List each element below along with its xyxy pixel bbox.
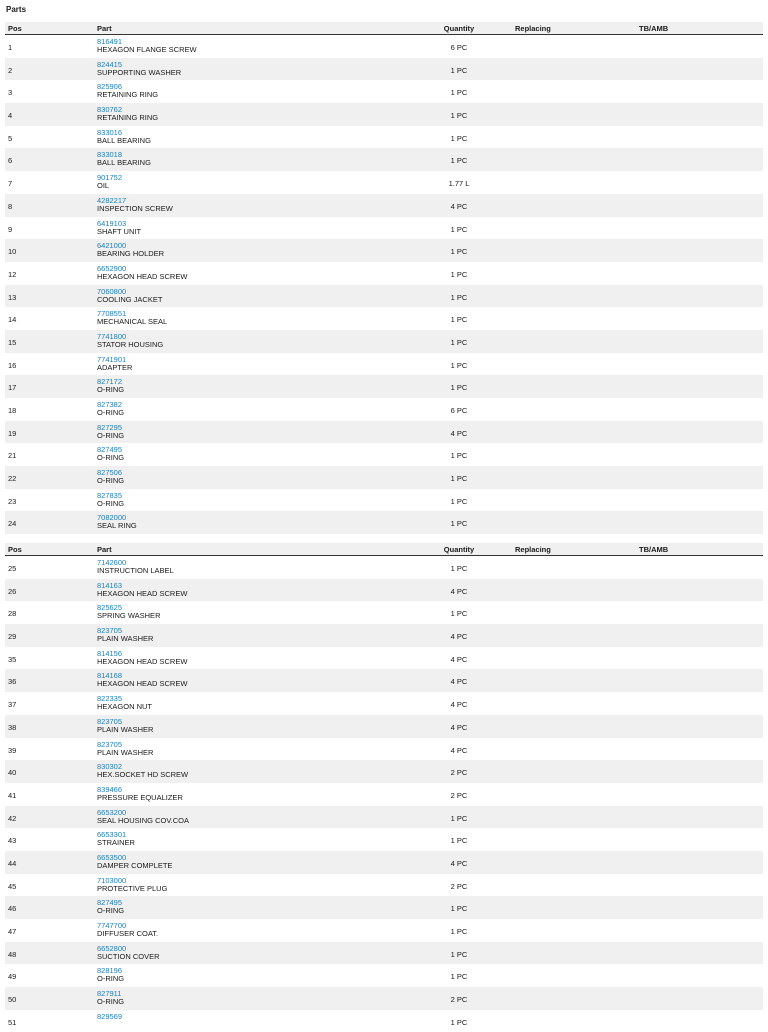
table-row [5,828,763,851]
part-number-link[interactable]: 827506 [97,468,123,478]
row-quantity: 2 PC [450,768,468,778]
header-tb-amb: TB/AMB [639,545,669,554]
part-number-link[interactable]: 7741800 [97,331,127,341]
row-quantity: 4 PC [450,586,468,596]
row-pos: 40 [8,768,17,778]
row-quantity: 4 PC [450,677,468,687]
header-replacing: Replacing [515,545,551,554]
part-number-link[interactable]: 6652800 [97,943,127,953]
part-number-link[interactable]: 823705 [97,739,123,749]
table-body [5,556,763,1032]
row-quantity: 1 PC [450,451,468,461]
row-quantity: 1 PC [450,383,468,393]
row-quantity: 1 PC [450,111,468,121]
table-row [5,806,763,829]
part-number-link[interactable]: 828196 [97,966,123,976]
part-description: INSTRUCTION LABEL [97,566,174,575]
row-quantity: 1 PC [450,360,468,370]
part-description: DAMPER COMPLETE [97,860,173,870]
part-number-link[interactable]: 829569 [97,1011,123,1021]
row-pos: 13 [8,292,17,302]
row-quantity: 1 PC [450,836,468,846]
part-number-link[interactable]: 901752 [97,173,123,183]
table-row [5,556,763,579]
row-pos: 42 [8,813,17,823]
part-description: PLAIN WASHER [97,724,154,734]
header-tb-amb: TB/AMB [639,24,669,33]
table-body [5,35,763,534]
table-row [5,669,763,692]
part-number-link[interactable]: 6653301 [97,830,127,840]
row-pos: 28 [8,609,17,619]
table-row [5,58,763,81]
part-number-link[interactable]: 824415 [97,59,123,69]
part-description: HEX.SOCKET HD SCREW [97,770,189,780]
table-row [5,262,763,285]
part-number-link[interactable]: 7708551 [97,309,127,319]
row-pos: 45 [8,881,17,891]
table-row [5,783,763,806]
part-description: BEARING HOLDER [97,249,165,259]
row-pos: 2 [8,65,13,75]
row-quantity: 1 PC [450,88,468,98]
row-quantity: 1 PC [450,474,468,484]
part-description: PLAIN WASHER [97,747,154,757]
row-pos: 47 [8,927,17,936]
row-quantity: 4 PC [450,632,468,642]
table-row [5,353,763,376]
row-quantity: 4 PC [450,201,468,211]
row-quantity: 1 PC [450,519,468,529]
row-pos: 51 [8,1017,17,1027]
part-number-link[interactable]: 823705 [97,716,123,726]
part-number-link[interactable]: 830302 [97,762,123,772]
table-row [5,171,763,194]
row-pos: 26 [8,586,17,596]
table-row [5,307,763,330]
row-quantity: 4 PC [450,700,468,710]
part-number-link[interactable]: 830762 [97,105,123,115]
header-pos: Pos [8,545,22,554]
part-description: O-RING [97,453,125,463]
part-number-link[interactable]: 827295 [97,422,123,432]
part-description: RETAINING RING [97,113,159,123]
part-number-link[interactable]: 816491 [97,37,123,46]
header-pos: Pos [8,24,22,33]
part-description: SHAFT UNIT [97,226,142,236]
row-pos: 36 [8,677,17,687]
part-number-link[interactable]: 7741901 [97,354,127,364]
part-number-link[interactable]: 6652900 [97,263,127,273]
row-quantity: 1 PC [450,1017,468,1027]
part-number-link[interactable]: 7060800 [97,286,127,296]
part-description: SPRING WASHER [97,611,161,621]
part-description: HEXAGON HEAD SCREW [97,588,188,598]
row-pos: 29 [8,632,17,642]
table-row [5,103,763,126]
part-description: SUPPORTING WASHER [97,67,182,77]
table-row [5,421,763,444]
part-number-link[interactable]: 822335 [97,694,123,704]
part-description: HEXAGON HEAD SCREW [97,656,188,666]
row-quantity: 1 PC [450,949,468,959]
part-number-link[interactable]: 7082000 [97,513,127,523]
table-row [5,851,763,874]
row-quantity: 1 PC [450,315,468,325]
row-quantity: 1 PC [450,247,468,257]
row-quantity: 1 PC [450,156,468,166]
part-description: HEXAGON NUT [97,702,153,712]
table-row [5,80,763,103]
part-number-link[interactable]: 827495 [97,898,123,908]
row-quantity: 1 PC [450,269,468,279]
part-description: O-RING [97,408,125,417]
row-quantity: 1 PC [450,813,468,823]
row-quantity: 6 PC [450,406,468,415]
row-pos: 16 [8,360,17,370]
row-quantity: 1 PC [450,224,468,234]
row-quantity: 1 PC [450,133,468,143]
table-row [5,148,763,171]
row-pos: 17 [8,383,17,393]
row-pos: 6 [8,156,13,166]
part-description: ADAPTER [97,362,133,372]
table-row [5,715,763,738]
row-pos: 1 [8,43,13,52]
table-row [5,942,763,965]
row-quantity: 1 PC [450,927,468,936]
row-pos: 48 [8,949,17,959]
part-description: MECHANICAL SEAL [97,317,168,327]
part-description: PRESSURE EQUALIZER [97,792,183,802]
part-number-link[interactable]: 6653200 [97,807,127,817]
table-row [5,443,763,466]
part-number-link[interactable]: 6419103 [97,218,127,228]
row-quantity: 4 PC [450,745,468,755]
parts-table-2 [5,543,763,1032]
table-row [5,964,763,987]
row-pos: 4 [8,111,13,121]
part-number-link[interactable]: 814168 [97,671,123,681]
row-pos: 12 [8,269,17,279]
row-pos: 39 [8,745,17,755]
part-number-link[interactable]: 827172 [97,377,123,387]
row-pos: 7 [8,179,13,189]
table-row [5,647,763,670]
table-row [5,919,763,942]
part-description: PROTECTIVE PLUG [97,883,168,893]
part-number-link[interactable]: 827835 [97,490,123,500]
table-header [5,543,763,556]
row-pos: 8 [8,201,13,211]
row-pos: 23 [8,496,17,506]
row-pos: 10 [8,247,17,257]
row-pos: 44 [8,858,17,868]
table-row [5,217,763,240]
row-pos: 24 [8,519,17,529]
row-pos: 3 [8,88,13,98]
part-description: SEAL RING [97,521,137,531]
row-quantity: 1 PC [450,904,468,914]
part-number-link[interactable]: 833016 [97,127,123,137]
part-number-link[interactable]: 7747700 [97,921,127,930]
part-description: STRAINER [97,838,135,848]
part-description: BALL BEARING [97,135,151,145]
part-description: COOLING JACKET [97,294,163,304]
row-pos: 22 [8,474,17,484]
part-description: O-RING [97,974,125,984]
row-pos: 19 [8,428,17,438]
row-quantity: 4 PC [450,858,468,868]
part-description: HEXAGON HEAD SCREW [97,679,188,689]
part-description: INSPECTION SCREW [97,203,173,213]
table-row [5,601,763,624]
part-number-link[interactable]: 833018 [97,150,123,160]
row-quantity: 2 PC [450,995,468,1005]
table-row [5,579,763,602]
row-pos: 37 [8,700,17,710]
row-pos: 35 [8,654,17,664]
header-part: Part [97,545,112,554]
row-pos: 15 [8,337,17,347]
row-pos: 38 [8,722,17,732]
table-row [5,194,763,217]
part-description: DIFFUSER COAT. [97,929,159,938]
row-quantity: 4 PC [450,428,468,438]
row-quantity: 1 PC [450,65,468,75]
row-quantity: 1 PC [450,337,468,347]
part-description: BALL BEARING [97,158,151,168]
row-pos: 9 [8,224,13,234]
header-quantity: Quantity [443,24,475,33]
part-number-link[interactable]: 823705 [97,626,123,636]
part-description: HEXAGON HEAD SCREW [97,271,188,281]
part-number-link[interactable]: 7103000 [97,875,127,885]
part-description: OIL [97,181,110,191]
part-number-link[interactable]: 814156 [97,648,123,658]
part-number-link[interactable]: 839466 [97,784,123,794]
row-quantity: 2 PC [450,790,468,800]
table-row [5,874,763,897]
row-quantity: 4 PC [450,722,468,732]
table-row [5,398,763,421]
table-row [5,760,763,783]
table-row [5,896,763,919]
part-description: O-RING [97,476,125,486]
row-quantity: 4 PC [450,654,468,664]
part-description: O-RING [97,997,125,1007]
row-pos: 21 [8,451,17,461]
part-description: PLAIN WASHER [97,634,154,644]
part-number-link[interactable]: 814163 [97,580,123,590]
part-description: RETAINING RING [97,90,159,100]
table-row [5,126,763,149]
row-pos: 41 [8,790,17,800]
part-description: O-RING [97,385,125,395]
part-number-link[interactable]: 7142600 [97,558,127,567]
table-row [5,489,763,512]
part-number-link[interactable]: 4282217 [97,195,127,205]
row-pos: 46 [8,904,17,914]
row-quantity: 1 PC [450,292,468,302]
table-row [5,624,763,647]
part-description: STATOR HOUSING [97,339,164,349]
part-description: HEXAGON FLANGE SCREW [97,45,197,54]
row-pos: 18 [8,406,17,415]
part-description: SEAL HOUSING COV.COA [97,815,189,825]
row-quantity: 1 PC [450,972,468,982]
table-row [5,330,763,353]
row-quantity: 2 PC [450,881,468,891]
part-description: O-RING [97,906,125,916]
part-number-link[interactable]: 825625 [97,603,123,613]
part-number-link[interactable]: 825906 [97,82,123,92]
row-pos: 25 [8,564,17,573]
header-quantity: Quantity [443,545,475,554]
part-number-link[interactable]: 827382 [97,400,123,409]
header-replacing: Replacing [515,24,551,33]
row-quantity: 1 PC [450,564,468,573]
table-row [5,375,763,398]
part-number-link[interactable]: 827495 [97,445,123,455]
table-header [5,22,763,35]
table-row [5,285,763,308]
row-pos: 5 [8,133,13,143]
row-pos: 49 [8,972,17,982]
part-number-link[interactable]: 827911 [97,989,122,999]
row-pos: 14 [8,315,17,325]
part-description: O-RING [97,430,125,440]
row-pos: 50 [8,995,17,1005]
part-number-link[interactable]: 6421000 [97,241,127,251]
part-number-link[interactable]: 6653500 [97,852,127,862]
table-row [5,1010,763,1032]
table-row [5,511,763,534]
row-pos: 43 [8,836,17,846]
header-part: Part [97,24,112,33]
row-quantity: 1 PC [450,496,468,506]
parts-table-1 [5,22,763,534]
row-quantity: 1.77 L [448,179,470,189]
part-description: O-RING [97,498,125,508]
table-row [5,987,763,1010]
row-quantity: 1 PC [450,609,468,619]
table-row [5,692,763,715]
row-quantity: 6 PC [450,43,468,52]
table-row [5,35,763,58]
table-row [5,466,763,489]
part-description: SUCTION COVER [97,951,160,961]
page-title: Parts [6,5,27,14]
table-row [5,239,763,262]
table-row [5,738,763,761]
